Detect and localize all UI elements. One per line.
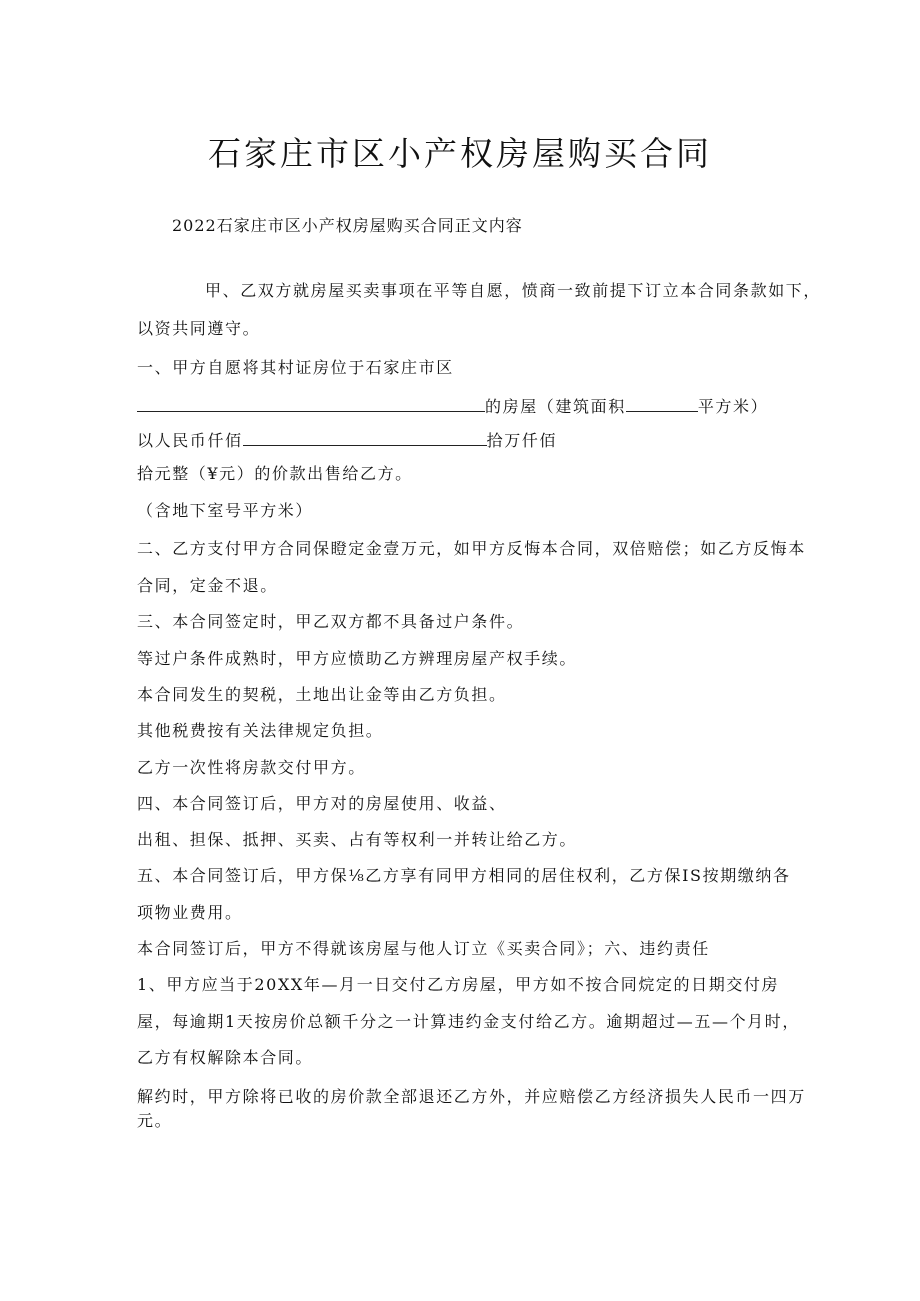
clause-5-line-1: 五、本合同签订后，甲方保⅛乙方享有同甲方相同的居住权利，乙方保IS按期缴纳各	[137, 866, 791, 885]
clause-2-line-2: 合同，定金不退。	[137, 576, 278, 595]
clause-3-line-5: 乙方一次性将房款交付甲方。	[137, 758, 366, 777]
clause-1-line-5: （含地下室号平方米）	[137, 501, 314, 520]
clause-6-item-1-line-2: 屋，每逾期1天按房价总额千分之一计算违约金支付给乙方。逾期超过—五—个月时，	[137, 1012, 800, 1031]
clause-6-item-1-line-1: 1、甲方应当于20XX年—月一日交付乙方房屋，甲方如不按合同烷定的日期交付房	[137, 975, 780, 994]
clause-3-line-2: 等过户条件成熟时，甲方应愤助乙方辨理房屋产权手续。	[137, 649, 578, 668]
price-unit: 拾万仟佰	[486, 431, 558, 450]
clause-4-line-2: 出租、担保、抵押、买卖、占有等权利一并转让给乙方。	[137, 830, 578, 849]
clause-3-line-4: 其他税费按有关法律规定负担。	[137, 721, 384, 740]
clause-4-line-1: 四、本合同签订后，甲方对的房屋使用、收益、	[137, 794, 507, 813]
area-unit: 平方米）	[697, 397, 769, 416]
intro-line-1: 甲、乙双方就房屋买卖事项在平等自愿，愤商一致前提下订立本合同条款如下，	[205, 281, 822, 300]
clause-1-line-2	[137, 397, 768, 415]
document-subtitle: 2022石家庄市区小产权房屋购买合同正文内容	[172, 216, 523, 235]
document-title: 石家庄市区小产权房屋购买合同	[208, 134, 712, 173]
area-blank[interactable]	[626, 397, 698, 412]
clause-6-item-1-line-3: 乙方有权解除本合同。	[137, 1048, 314, 1067]
address-blank[interactable]	[137, 397, 485, 412]
area-label: 的房屋（建筑面积	[485, 397, 626, 416]
clause-1-line-1: 一、甲方自愿将其村证房位于石家庄市区	[137, 358, 454, 377]
intro-line-2: 以资共同遵守。	[137, 319, 261, 338]
clause-1-line-4: 拾元整（¥元）的价款出售给乙方。	[137, 464, 413, 483]
clause-5-line-3: 本合同签订后，甲方不得就该房屋与他人订立《买卖合同》；六、违约责任	[137, 939, 710, 958]
clause-6-item-2-line-1: 解约时，甲方除将已收的房价款全部退还乙方外，并应赔偿乙方经济损失人民币一四万	[137, 1087, 806, 1106]
price-blank[interactable]	[243, 431, 487, 446]
clause-3-line-3: 本合同发生的契税，土地出让金等由乙方负担。	[137, 685, 507, 704]
clause-6-item-2-line-2: 元。	[137, 1111, 173, 1130]
clause-3-line-1: 三、本合同签定时，甲乙双方都不具备过户条件。	[137, 612, 525, 631]
clause-5-line-2: 项物业费用。	[137, 903, 243, 922]
clause-1-line-3	[137, 431, 557, 449]
clause-2-line-1: 二、乙方支付甲方合同保瞪定金壹万元，如甲方反悔本合同，双倍赔偿；如乙方反悔本	[137, 539, 806, 558]
price-label: 以人民币仟佰	[137, 431, 243, 450]
